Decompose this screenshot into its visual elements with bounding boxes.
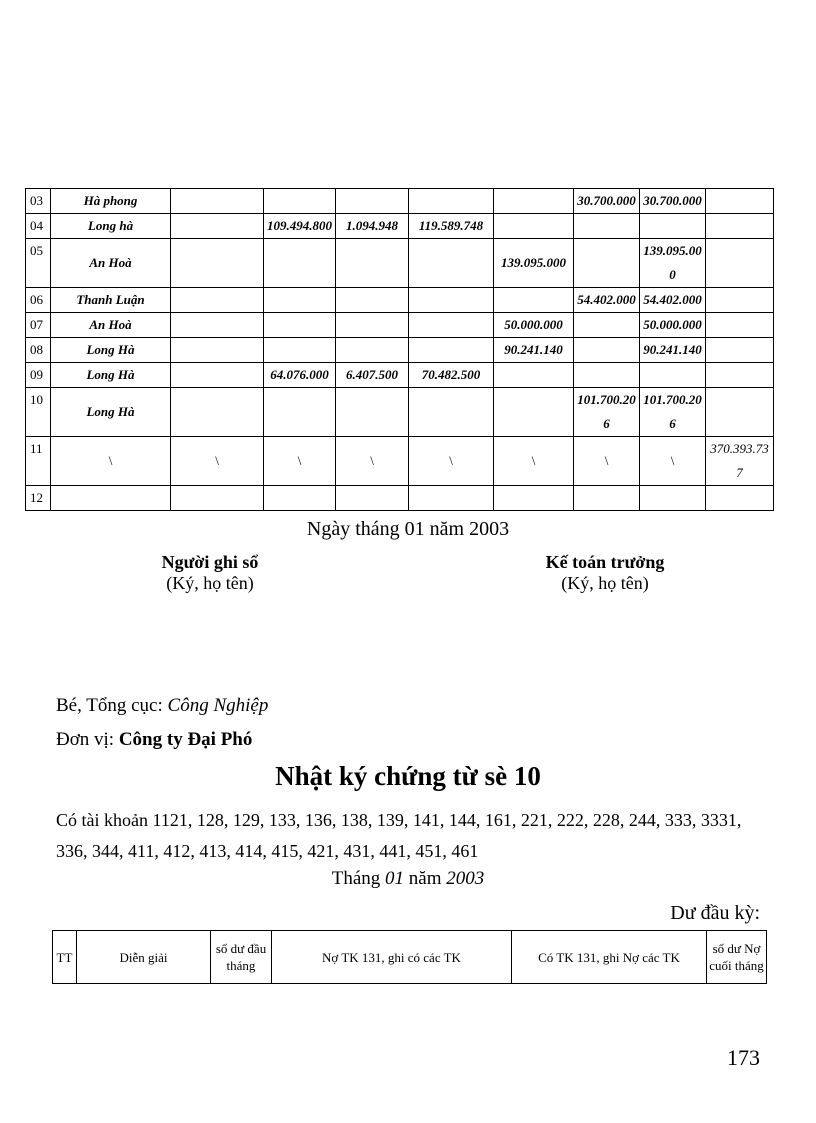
row-cell-c1	[171, 486, 264, 511]
row-cell-c2: \	[264, 437, 336, 486]
row-cell-c5	[494, 288, 574, 313]
row-number: 04	[26, 214, 51, 239]
row-cell-c1	[171, 388, 264, 437]
row-cell-c3: 6.407.500	[336, 363, 409, 388]
row-name	[51, 486, 171, 511]
row-cell-c5: 90.241.140	[494, 338, 574, 363]
row-cell-c8	[706, 388, 774, 437]
row-cell-c7: 90.241.140	[640, 338, 706, 363]
table-row	[26, 189, 774, 214]
row-cell-c1	[171, 239, 264, 288]
row-cell-c3	[336, 313, 409, 338]
journal-title: Nhật ký chứng từ sè 10	[275, 761, 541, 791]
row-cell-c1: \	[171, 437, 264, 486]
row-name: An Hoà	[51, 239, 171, 288]
row-cell-c4: \	[409, 437, 494, 486]
row-cell-c2	[264, 189, 336, 214]
row-cell-c6	[574, 313, 640, 338]
row-cell-c7: 50.000.000	[640, 313, 706, 338]
row-cell-c2: 64.076.000	[264, 363, 336, 388]
row-cell-c4	[409, 313, 494, 338]
header-opening-balance: số dư đầu tháng	[211, 931, 272, 984]
row-cell-c6	[574, 239, 640, 288]
row-cell-c3	[336, 189, 409, 214]
row-cell-c5	[494, 363, 574, 388]
header-debit-131: Nợ TK 131, ghi có các TK	[272, 931, 512, 984]
row-cell-c2	[264, 338, 336, 363]
row-cell-c1	[171, 214, 264, 239]
row-cell-c6: 30.700.000	[574, 189, 640, 214]
row-name: Long Hà	[51, 338, 171, 363]
accounts-text: Có tài khoản 1121, 128, 129, 133, 136, 138, 139, 141, 144, 161, 221, 222, 228, 244, 333, 3331, 336, 344, 411, 412, 413, 414, 415, 421, 431, 441, 451, 461	[56, 810, 742, 861]
row-cell-c4	[409, 388, 494, 437]
signature-left-sub: (Ký, họ tên)	[166, 573, 254, 593]
row-name: Long hà	[51, 214, 171, 239]
signature-right-title: Kế toán trưởng	[545, 552, 665, 572]
table-row	[26, 288, 774, 313]
signature-left-title: Người ghi sổ	[161, 552, 259, 572]
row-cell-c2	[264, 388, 336, 437]
ministry-label: Bé, Tổng cục:	[56, 695, 163, 716]
header-closing-balance: số dư Nợ cuối tháng	[707, 931, 767, 984]
row-name: Thanh Luận	[51, 288, 171, 313]
row-cell-c5	[494, 189, 574, 214]
row-cell-c3: 1.094.948	[336, 214, 409, 239]
page-number: 173	[727, 1045, 760, 1070]
row-cell-c8	[706, 363, 774, 388]
row-number: 05	[26, 239, 51, 288]
unit-line	[56, 729, 252, 751]
table-row	[26, 388, 774, 437]
row-number: 12	[26, 486, 51, 511]
row-cell-c8	[706, 486, 774, 511]
row-cell-c3	[336, 388, 409, 437]
header-credit-131: Có TK 131, ghi Nợ các TK	[512, 931, 707, 984]
row-cell-c6: 54.402.000	[574, 288, 640, 313]
row-cell-c3	[336, 239, 409, 288]
row-cell-c4	[409, 486, 494, 511]
year-prefix: năm	[408, 868, 442, 889]
month-prefix: Tháng	[331, 868, 381, 889]
row-name: Long Hà	[51, 363, 171, 388]
row-number: 09	[26, 363, 51, 388]
month-value: 01	[385, 868, 405, 889]
row-cell-c1	[171, 189, 264, 214]
row-cell-c2	[264, 313, 336, 338]
row-cell-c2	[264, 288, 336, 313]
header-row	[53, 931, 767, 984]
ministry-line	[56, 695, 268, 717]
row-name: Long Hà	[51, 388, 171, 437]
table-row	[26, 239, 774, 288]
year-value: 2003	[446, 868, 485, 889]
row-cell-c4	[409, 239, 494, 288]
month-line	[0, 868, 816, 890]
row-cell-c4: 70.482.500	[409, 363, 494, 388]
signature-right	[505, 552, 705, 594]
table-row	[26, 363, 774, 388]
row-cell-c5	[494, 214, 574, 239]
row-cell-c7	[640, 363, 706, 388]
row-cell-c8	[706, 214, 774, 239]
row-name: An Hoà	[51, 313, 171, 338]
row-cell-c7: 139.095.000	[640, 239, 706, 288]
row-cell-c7	[640, 214, 706, 239]
row-cell-c8	[706, 239, 774, 288]
ministry-value: Công Nghiệp	[167, 695, 269, 716]
row-cell-c8	[706, 313, 774, 338]
header-description: Diễn giải	[77, 931, 211, 984]
signature-left	[110, 552, 310, 594]
row-cell-c5: 50.000.000	[494, 313, 574, 338]
row-number: 07	[26, 313, 51, 338]
row-cell-c6	[574, 363, 640, 388]
row-cell-c7: \	[640, 437, 706, 486]
row-cell-c7: 101.700.206	[640, 388, 706, 437]
row-cell-c8	[706, 189, 774, 214]
row-cell-c6	[574, 486, 640, 511]
row-cell-c1	[171, 363, 264, 388]
opening-balance-label: Dư đầu kỳ:	[670, 902, 760, 924]
row-cell-c6: \	[574, 437, 640, 486]
row-cell-c3	[336, 288, 409, 313]
row-name: \	[51, 437, 171, 486]
row-number: 10	[26, 388, 51, 437]
row-cell-c1	[171, 338, 264, 363]
row-cell-c7: 54.402.000	[640, 288, 706, 313]
row-cell-c2	[264, 486, 336, 511]
row-name: Hà phong	[51, 189, 171, 214]
row-cell-c2	[264, 239, 336, 288]
row-cell-c1	[171, 313, 264, 338]
signature-right-sub: (Ký, họ tên)	[561, 573, 649, 593]
table-row	[26, 214, 774, 239]
table-row	[26, 338, 774, 363]
row-cell-c7	[640, 486, 706, 511]
row-cell-c4	[409, 338, 494, 363]
row-cell-c6: 101.700.206	[574, 388, 640, 437]
unit-value: Công ty Đại Phó	[118, 729, 253, 750]
row-cell-c3	[336, 338, 409, 363]
row-cell-c5	[494, 486, 574, 511]
row-cell-c8: 370.393.737	[706, 437, 774, 486]
table-row	[26, 437, 774, 486]
unit-label: Đơn vị:	[56, 729, 115, 750]
journal-header-table	[52, 930, 767, 984]
row-cell-c4	[409, 288, 494, 313]
row-cell-c3: \	[336, 437, 409, 486]
row-cell-c7: 30.700.000	[640, 189, 706, 214]
row-cell-c3	[336, 486, 409, 511]
table-row	[26, 313, 774, 338]
row-cell-c6	[574, 214, 640, 239]
header-tt: TT	[53, 931, 77, 984]
row-cell-c5	[494, 388, 574, 437]
ledger-table	[25, 188, 774, 511]
row-number: 11	[26, 437, 51, 486]
row-cell-c2: 109.494.800	[264, 214, 336, 239]
row-cell-c6	[574, 338, 640, 363]
row-cell-c5: 139.095.000	[494, 239, 574, 288]
row-cell-c8	[706, 288, 774, 313]
row-cell-c4: 119.589.748	[409, 214, 494, 239]
row-number: 08	[26, 338, 51, 363]
row-cell-c1	[171, 288, 264, 313]
row-cell-c8	[706, 338, 774, 363]
row-number: 03	[26, 189, 51, 214]
table-row	[26, 486, 774, 511]
date-line: Ngày tháng 01 năm 2003	[306, 518, 510, 540]
row-number: 06	[26, 288, 51, 313]
row-cell-c4	[409, 189, 494, 214]
row-cell-c5: \	[494, 437, 574, 486]
